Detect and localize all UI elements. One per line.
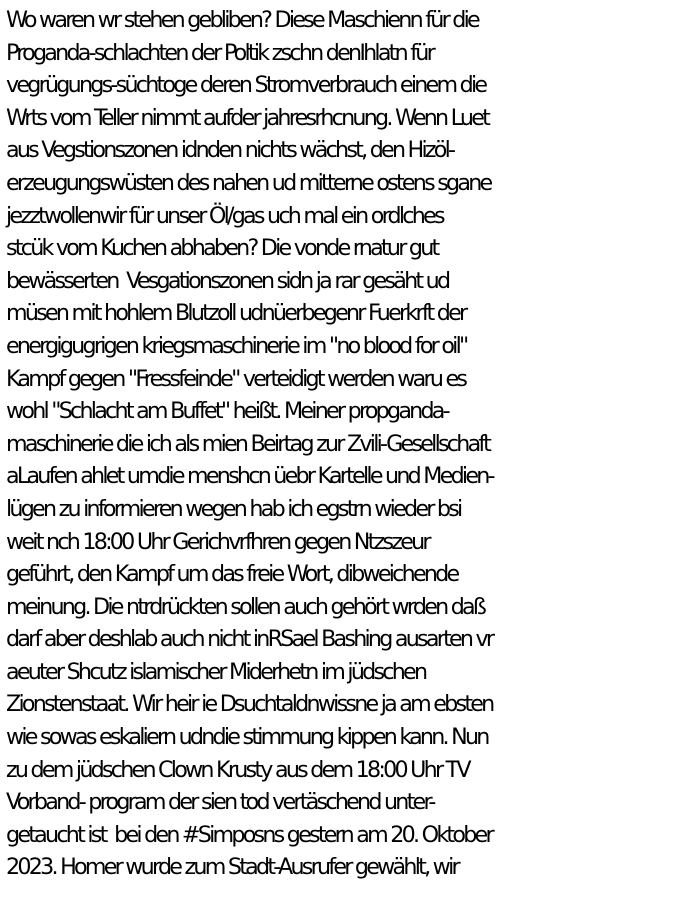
text-line-14: maschinerie die ich als mien Beirtag zur Zvili-Gesellschaft: [6, 430, 490, 457]
text-line-7: jezztwollenwir für unser Öl/gas uch mal ein ordlches: [6, 202, 443, 229]
text-line-4: Wrts vom Teller nimmt aufder jahresrhcnung. Wenn Luet: [6, 104, 489, 131]
text-line-23: wie sowas eskaliern udndie stimmung kippen kann. Nun: [6, 724, 488, 751]
text-line-15: aLaufen ahlet umdie menshcn üebr Kartelle und Medien-: [6, 463, 493, 490]
text-line-19: meinung. Die ntrdrückten sollen auch gehört wrden daß: [6, 593, 485, 620]
text-line-25: Vorband- program der sien tod vertäschend unter-: [6, 789, 434, 816]
text-line-11: energigugrigen kriegsmaschinerie im "no blood for oil": [6, 332, 467, 359]
text-line-13: wohl "Schlacht am Buffet" heißt. Meiner propganda-: [6, 398, 448, 425]
text-line-18: geführt, den Kampf um das freie Wort, dibweichende: [6, 561, 458, 588]
text-line-17: weit nch 18:00 Uhr Gerichvrfhren gegen Ntzszeur: [6, 528, 429, 555]
text-line-27: 2023. Homer wurde zum Stadt-Ausrufer gewählt, wir: [6, 854, 458, 881]
text-line-12: Kampf gegen "Fressfeinde" verteidigt werden waru es: [6, 365, 466, 392]
text-line-9: bewässerten Vesgationszonen sidn ja rar gesäht ud: [6, 267, 449, 294]
text-line-8: stcük vom Kuchen abhaben? Die vonde rnatur gut: [6, 235, 438, 262]
text-line-26: getaucht ist bei den #Simposns gestern am 20. Oktober: [6, 821, 492, 848]
text-line-6: erzeugungswüsten des nahen ud mitterne ostens sgane: [6, 169, 491, 196]
body-text: [6, 4, 682, 884]
text-line-1: Wo waren wr stehen gebliben? Diese Maschienn für die: [6, 7, 478, 33]
text-line-3: vegrügungs-süchtoge deren Stromverbrauch einem die: [6, 72, 486, 99]
text-line-21: aeuter Shcutz islamischer Miderhetn im jüdschen: [6, 658, 426, 685]
text-line-20: darf aber deshlab auch nicht inRSael Bashing ausarten vr: [6, 626, 493, 653]
text-line-10: müsen mit hohlem Blutzoll udnüerbegenr Fuerkrft der: [6, 300, 466, 327]
text-line-22: Zionstenstaat. Wir heir ie Dsuchtaldnwissne ja am ebsten: [6, 691, 493, 718]
text-line-16: lügen zu informieren wegen hab ich egstrn wieder bsi: [6, 495, 461, 522]
text-line-24: zu dem jüdschen Clown Krusty aus dem 18:00 Uhr TV: [6, 756, 469, 783]
text-line-5: aus Vegstionszonen idnden nichts wächst, den Hizöl-: [6, 137, 454, 164]
text-line-2: Proganda-schlachten der Poltik zschn denIhlatn für: [6, 39, 433, 66]
